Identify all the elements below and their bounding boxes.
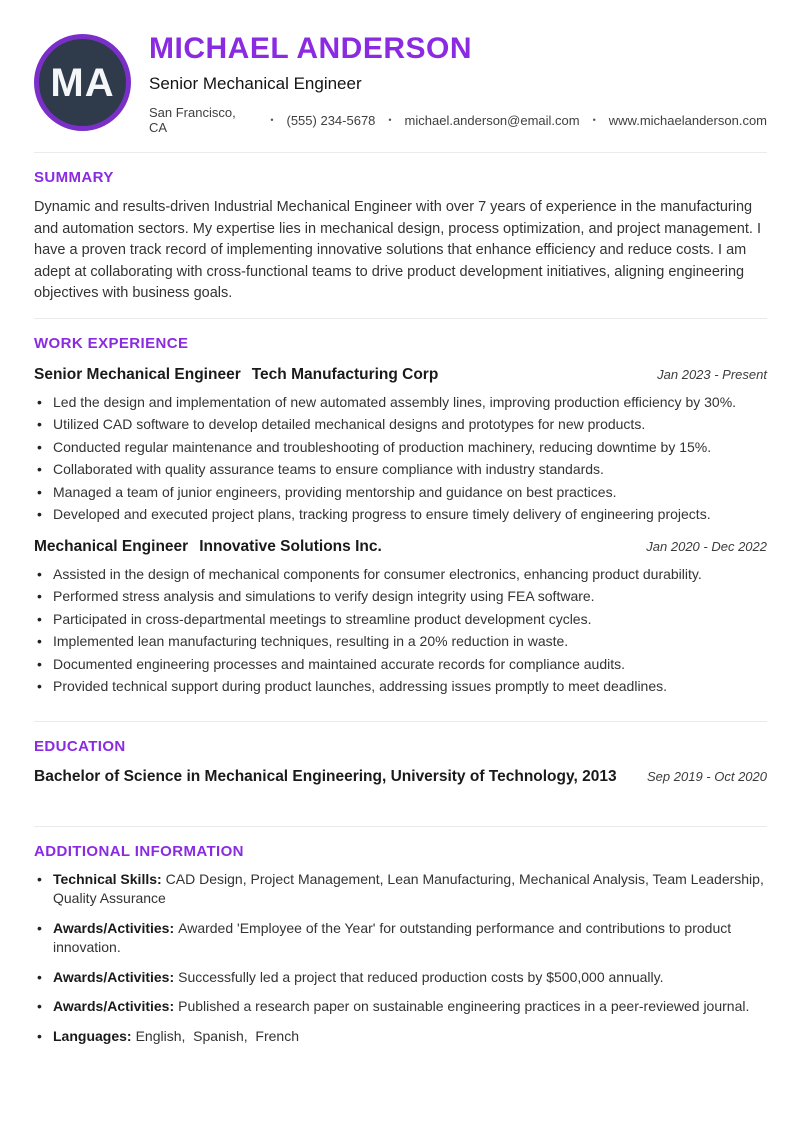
job-bullet: • Performed stress analysis and simulations to verify design integrity using FEA software. — [34, 587, 767, 607]
job-bullet: • Developed and executed project plans, tracking progress to ensure timely delivery of engineering projects. — [34, 505, 767, 525]
job-bullet: • Documented engineering processes and maintained accurate records for compliance audits. — [34, 655, 767, 675]
work-experience-heading: WORK EXPERIENCE — [34, 334, 189, 352]
job-bullet: • Provided technical support during product launches, addressing issues promptly to meet deadlines. — [34, 677, 767, 697]
additional-info-item — [34, 1027, 767, 1047]
additional-info-item — [34, 870, 767, 909]
job-header — [34, 538, 767, 556]
job-title-row — [34, 538, 382, 556]
job-entry — [34, 366, 767, 525]
additional-info-list — [34, 870, 767, 1047]
info-item-label: Technical Skills: — [53, 870, 162, 887]
candidate-job-title: Senior Mechanical Engineer — [149, 74, 362, 93]
contact-line — [149, 105, 767, 135]
job-bullet-list — [34, 393, 767, 525]
info-item-text: Published a research paper on sustainable engineering practices in a peer-reviewed journal. — [178, 998, 750, 1014]
additional-info-item — [34, 919, 767, 958]
info-item-label: Awards/Activities: — [53, 919, 175, 936]
job-bullet-list — [34, 565, 767, 697]
contact-email: michael.anderson@email.com — [404, 112, 580, 128]
contact-location: San Francisco, CA — [149, 105, 236, 135]
section-summary — [34, 169, 767, 305]
info-item-text: English, Spanish, French — [135, 1027, 299, 1044]
section-divider — [34, 318, 767, 319]
contact-phone: (555) 234-5678 — [286, 112, 376, 128]
job-bullet: • Managed a team of junior engineers, providing mentorship and guidance on best practices. — [34, 483, 767, 503]
info-item-text: Successfully led a project that reduced production costs by $500,000 annually. — [178, 968, 664, 985]
section-divider — [34, 721, 767, 722]
contact-separator-dot: • — [270, 114, 274, 125]
job-bullet: • Led the design and implementation of new automated assembly lines, improving production efficiency by 30%. — [34, 393, 767, 413]
contact-website: www.michaelanderson.com — [608, 112, 767, 128]
section-divider — [34, 826, 767, 827]
additional-info-item — [34, 997, 767, 1017]
job-bullet: • Conducted regular maintenance and troubleshooting of production machinery, reducing downtime by 15%. — [34, 438, 767, 458]
summary-heading: SUMMARY — [34, 169, 114, 186]
avatar-initials: MA — [50, 60, 115, 105]
job-bullet: • Participated in cross-departmental meetings to streamline product development cycles. — [34, 610, 767, 630]
info-item-label: Awards/Activities: — [53, 998, 175, 1014]
job-header — [34, 366, 767, 384]
education-entry — [34, 768, 767, 786]
job-title: Mechanical Engineer — [34, 537, 189, 555]
additional-information-heading: ADDITIONAL INFORMATION — [34, 842, 244, 860]
info-item-label: Languages: — [53, 1027, 132, 1044]
info-item-text: Awarded 'Employee of the Year' for outstanding performance and contributions to product innovation. — [53, 919, 736, 955]
job-title-row — [34, 366, 438, 384]
section-education — [34, 738, 767, 786]
job-entry — [34, 538, 767, 697]
job-dates: Jan 2020 - Dec 2022 — [646, 538, 767, 554]
education-heading: EDUCATION — [34, 737, 126, 755]
section-additional-information — [34, 843, 767, 1047]
job-bullet: • Implemented lean manufacturing techniques, resulting in a 20% reduction in waste. — [34, 632, 767, 652]
contact-separator-dot: • — [592, 114, 596, 125]
resume-header — [34, 30, 767, 135]
section-work-experience — [34, 335, 767, 697]
job-dates: Jan 2023 - Present — [657, 366, 767, 382]
section-divider — [34, 152, 767, 153]
job-bullet: • Assisted in the design of mechanical components for consumer electronics, enhancing product durability. — [34, 565, 767, 585]
education-dates: Sep 2019 - Oct 2020 — [647, 768, 767, 784]
job-company: Tech Manufacturing Corp — [251, 365, 439, 383]
info-item-text: CAD Design, Project Management, Lean Manufacturing, Mechanical Analysis, Team Leadership, Quality Assurance — [53, 870, 768, 906]
job-company: Innovative Solutions Inc. — [199, 537, 382, 555]
header-text-block — [149, 30, 767, 135]
job-bullet: • Collaborated with quality assurance teams to ensure compliance with industry standards. — [34, 460, 767, 480]
avatar — [34, 34, 131, 131]
summary-text: Dynamic and results-driven Industrial Mechanical Engineer with over 7 years of experience in the manufacturing and automation sectors. My expertise lies in mechanical design, process optimization, and project management. I have a proven track record of implementing innovative solutions that enhance efficiency and reduce costs. I am adept at collaborating with cross-functional teams to drive product development initiatives, aligning engineering objectives with business goals. — [34, 199, 761, 301]
education-degree: Bachelor of Science in Mechanical Engineering, University of Technology, 2013 — [34, 767, 617, 785]
info-item-label: Awards/Activities: — [53, 968, 175, 985]
candidate-name: MICHAEL ANDERSON — [149, 32, 473, 65]
contact-separator-dot: • — [388, 114, 392, 125]
additional-info-item — [34, 968, 767, 988]
job-bullet: • Utilized CAD software to develop detailed mechanical designs and prototypes for new products. — [34, 415, 767, 435]
job-title: Senior Mechanical Engineer — [34, 365, 241, 383]
